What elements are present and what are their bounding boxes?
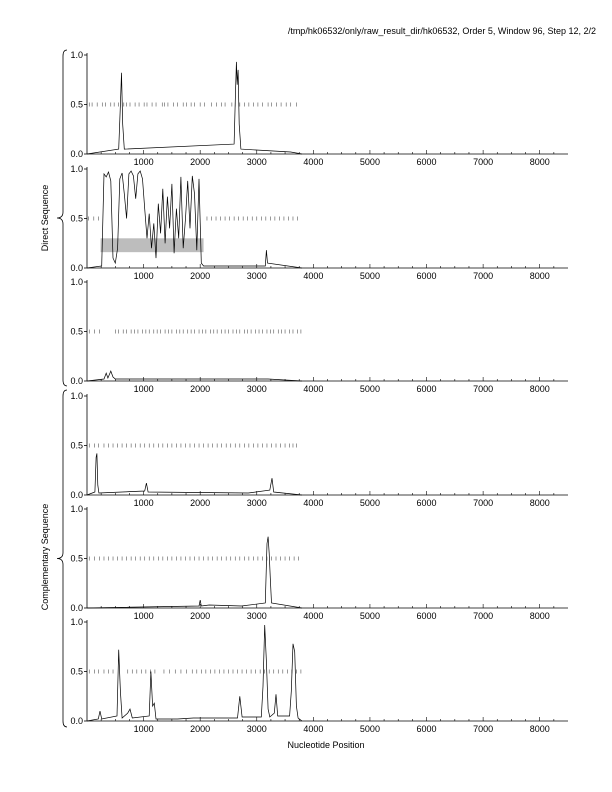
panel-complementary-frame-1 — [70, 391, 568, 508]
group-label-complementary: Complementary Sequence — [40, 503, 50, 611]
x-tick-label: 3000 — [246, 611, 267, 621]
x-tick-label: 6000 — [416, 271, 437, 281]
x-tick-label: 7000 — [473, 611, 494, 621]
x-tick-label: 8000 — [529, 724, 550, 734]
x-tick-label: 5000 — [359, 724, 380, 734]
x-tick-label: 1000 — [133, 498, 154, 508]
series-line — [87, 371, 302, 381]
x-tick-label: 2000 — [190, 157, 211, 167]
x-tick-label: 7000 — [473, 724, 494, 734]
bracket-complementary — [57, 390, 67, 727]
bracket-direct — [57, 50, 67, 386]
x-tick-label: 4000 — [303, 271, 324, 281]
x-tick-label: 2000 — [190, 611, 211, 621]
y-tick-label: 1.0 — [70, 50, 83, 60]
panel-direct-frame-2 — [70, 164, 568, 281]
x-tick-label: 6000 — [416, 498, 437, 508]
x-tick-label: 3000 — [246, 157, 267, 167]
x-tick-label: 1000 — [133, 384, 154, 394]
x-tick-label: 3000 — [246, 271, 267, 281]
x-tick-label: 1000 — [133, 271, 154, 281]
panel-complementary-frame-3 — [70, 617, 568, 734]
y-tick-label: 0.5 — [70, 553, 83, 564]
x-tick-label: 6000 — [416, 384, 437, 394]
y-tick-label: 0.0 — [70, 603, 83, 613]
x-tick-label: 8000 — [529, 384, 550, 394]
panel-complementary-frame-2 — [70, 504, 568, 621]
y-tick-label: 0.0 — [70, 263, 83, 273]
y-tick-label: 1.0 — [70, 504, 83, 514]
x-tick-label: 6000 — [416, 157, 437, 167]
x-tick-label: 7000 — [473, 271, 494, 281]
x-tick-label: 7000 — [473, 384, 494, 394]
x-tick-label: 1000 — [133, 611, 154, 621]
x-tick-label: 1000 — [133, 157, 154, 167]
y-tick-label: 1.0 — [70, 164, 83, 174]
y-tick-label: 1.0 — [70, 391, 83, 401]
y-tick-label: 0.5 — [70, 326, 83, 337]
x-tick-label: 5000 — [359, 271, 380, 281]
x-tick-label: 5000 — [359, 157, 380, 167]
y-tick-label: 0.0 — [70, 716, 83, 726]
y-tick-label: 0.5 — [70, 666, 83, 677]
x-tick-label: 1000 — [133, 724, 154, 734]
x-tick-label: 5000 — [359, 384, 380, 394]
y-tick-label: 1.0 — [70, 617, 83, 627]
series-line — [87, 171, 302, 268]
x-tick-label: 7000 — [473, 157, 494, 167]
x-tick-label: 4000 — [303, 157, 324, 167]
y-tick-label: 0.5 — [70, 99, 83, 110]
y-tick-label: 0.5 — [70, 213, 83, 224]
series-line — [87, 537, 302, 608]
x-tick-label: 4000 — [303, 724, 324, 734]
y-tick-label: 0.0 — [70, 149, 83, 159]
series-line — [87, 453, 302, 495]
series-line — [87, 62, 302, 154]
x-tick-label: 2000 — [190, 384, 211, 394]
y-tick-label: 1.0 — [70, 277, 83, 287]
x-tick-label: 5000 — [359, 498, 380, 508]
y-tick-label: 0.0 — [70, 490, 83, 500]
x-tick-label: 5000 — [359, 611, 380, 621]
x-tick-label: 6000 — [416, 611, 437, 621]
x-tick-label: 7000 — [473, 498, 494, 508]
x-tick-label: 6000 — [416, 724, 437, 734]
panels — [70, 50, 568, 734]
x-tick-label: 2000 — [190, 724, 211, 734]
x-axis-label: Nucleotide Position — [287, 740, 365, 750]
panel-direct-frame-3 — [70, 277, 568, 394]
x-tick-label: 3000 — [246, 724, 267, 734]
file-path-header: /tmp/hk06532/only/raw_result_dir/hk06532, Order 5, Window 96, Step 12, 2/2 — [287, 26, 596, 36]
x-tick-label: 8000 — [529, 157, 550, 167]
x-tick-label: 8000 — [529, 498, 550, 508]
x-tick-label: 8000 — [529, 611, 550, 621]
brace-path — [57, 50, 67, 386]
x-tick-label: 3000 — [246, 384, 267, 394]
x-tick-label: 3000 — [246, 498, 267, 508]
y-tick-label: 0.5 — [70, 440, 83, 451]
x-tick-label: 2000 — [190, 498, 211, 508]
x-tick-label: 4000 — [303, 498, 324, 508]
x-tick-label: 2000 — [190, 271, 211, 281]
brace-path — [57, 390, 67, 727]
group-label-direct: Direct Sequence — [40, 184, 50, 252]
panel-direct-frame-1 — [70, 50, 568, 167]
series-line — [87, 625, 302, 721]
x-tick-label: 8000 — [529, 271, 550, 281]
x-tick-label: 4000 — [303, 611, 324, 621]
y-tick-label: 0.0 — [70, 376, 83, 386]
x-tick-label: 4000 — [303, 384, 324, 394]
